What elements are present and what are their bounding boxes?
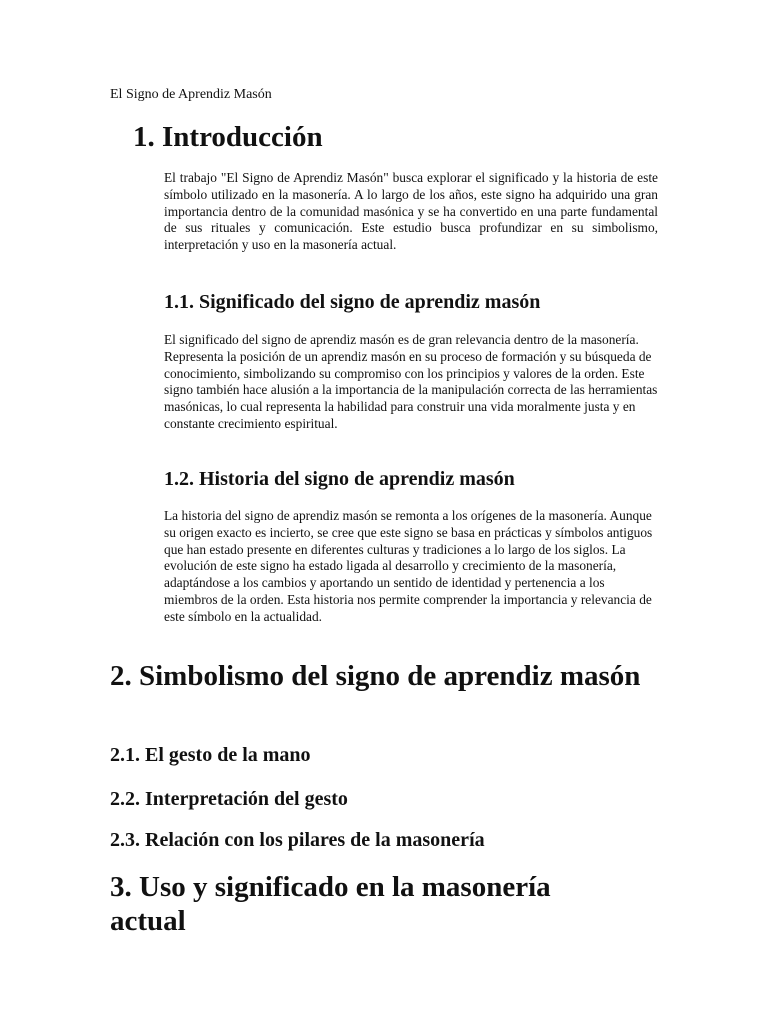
- heading-introduction: 1. Introducción: [133, 121, 323, 153]
- document-header-title: El Signo de Aprendiz Masón: [110, 87, 272, 102]
- paragraph-significado: El significado del signo de aprendiz masón es de gran relevancia dentro de la masonería. Representa la posición de un aprendiz masón en su proceso de formación y su búsqueda de conocimiento, simbolizando su compromiso con los principios y valores de la orden. Este signo también hace alusión a la importancia de la manipulación correcta de las herramientas masónicas, lo cual representa la habilidad para construir una vida moralmente justa y en constante crecimiento espiritual.: [164, 332, 658, 431]
- heading-historia: 1.2. Historia del signo de aprendiz masón: [164, 468, 515, 490]
- heading-gesto-mano: 2.1. El gesto de la mano: [110, 744, 311, 766]
- paragraph-introduction: El trabajo "El Signo de Aprendiz Masón" busca explorar el significado y la historia de este símbolo utilizado en la masonería. A lo largo de los años, este signo ha adquirido una gran importancia dentro de la comunidad masónica y se ha convertido en una parte fundamental de sus rituales y comunicación. Este estudio busca profundizar en su simbolismo, interpretación y uso en la masonería actual.: [164, 170, 658, 253]
- paragraph-historia: La historia del signo de aprendiz masón se remonta a los orígenes de la masonería. Aunque su origen exacto es incierto, se cree que este signo se basa en prácticas y símbolos antiguos que han estado presente en diferentes culturas y tradiciones a lo largo de los siglos. La evolución de este signo ha estado ligada al desarrollo y crecimiento de la masonería, adaptándose a los cambios y aportando un sentido de identidad y pertenencia a los miembros de la orden. Esta historia nos permite comprender la importancia y relevancia de este símbolo en la actualidad.: [164, 508, 653, 624]
- heading-uso-significado: 3. Uso y significado en la masonería actual: [110, 871, 551, 937]
- heading-interpretacion-gesto: 2.2. Interpretación del gesto: [110, 788, 348, 810]
- heading-simbolismo: 2. Simbolismo del signo de aprendiz masón: [110, 660, 641, 692]
- heading-significado: 1.1. Significado del signo de aprendiz masón: [164, 291, 541, 313]
- heading-relacion-pilares: 2.3. Relación con los pilares de la masonería: [110, 829, 485, 851]
